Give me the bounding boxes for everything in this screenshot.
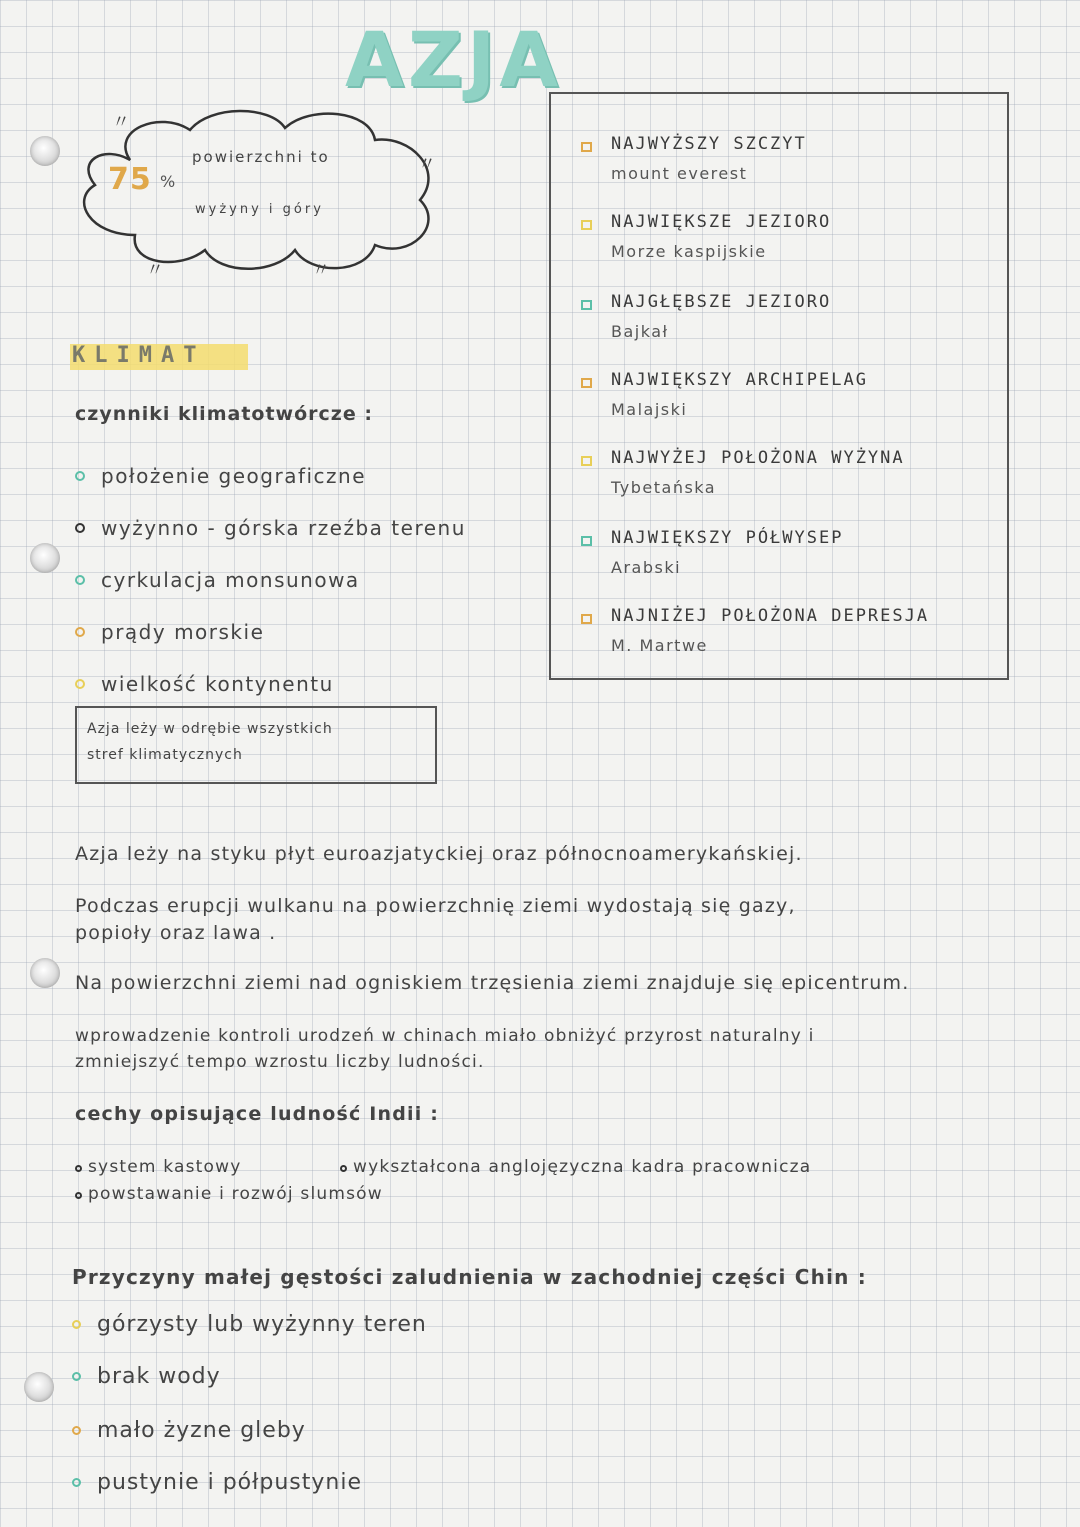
cloud-percent-sign: %: [160, 172, 176, 191]
cloud-line-2: wyżyny i góry: [195, 202, 324, 217]
binder-hole: [30, 958, 60, 988]
page-title: AZJA: [345, 15, 563, 104]
factors-list: [75, 450, 466, 710]
bullet-icon: [75, 679, 85, 689]
factors-title: czynniki klimatotwórcze :: [75, 403, 373, 425]
list-item: brak wody: [72, 1364, 221, 1389]
cloud-line-1: powierzchni to: [192, 148, 330, 166]
square-bullet-icon: [581, 142, 592, 152]
paragraph-volcano-line-2: popioły oraz lawa .: [75, 922, 277, 944]
india-item-1: system kastowy: [75, 1157, 242, 1177]
binder-hole: [30, 136, 60, 166]
list-item: pustynie i półpustynie: [72, 1470, 362, 1495]
bullet-icon: [72, 1372, 81, 1381]
list-item: położenie geograficzne: [75, 450, 466, 502]
paragraph-volcano-line-1: Podczas erupcji wulkanu na powierzchnię ziemi wydostają się gazy,: [75, 895, 796, 917]
note-line-1: Azja leży w odrębie wszystkich: [87, 721, 333, 737]
bullet-icon: [75, 523, 85, 533]
india-item-2: wykształcona anglojęzyczna kadra pracownicza: [340, 1157, 811, 1177]
india-title: cechy opisujące ludność Indii :: [75, 1103, 440, 1125]
cloud-percent: 75: [108, 162, 152, 197]
binder-hole: [24, 1372, 54, 1402]
india-item-3: powstawanie i rozwój slumsów: [75, 1184, 383, 1204]
bullet-icon: [340, 1165, 347, 1172]
paragraph-china-line-1: wprowadzenie kontroli urodzeń w chinach miało obniżyć przyrost naturalny i: [75, 1026, 815, 1046]
bullet-icon: [75, 1165, 82, 1172]
square-bullet-icon: [581, 614, 592, 624]
square-bullet-icon: [581, 220, 592, 230]
bullet-icon: [72, 1320, 81, 1329]
facts-box: NAJWYŻSZY SZCZYT mount everest NAJWIĘKSZE JEZIORO Morze kaspijskie NAJGŁĘBSZE JEZIORO Bajkał NAJWIĘKSZY ARCHIPELAG Malajski NAJWYŻEJ POŁOŻONA WYŻYNA Tybetańska NAJWIĘKSZY PÓŁWYSEP Arabski NAJNIŻEJ POŁOŻONA DEPRESJA M. Martwe: [549, 92, 1009, 680]
binder-hole: [30, 543, 60, 573]
bullet-icon: [75, 627, 85, 637]
bullet-icon: [75, 471, 85, 481]
list-item: wyżynno - górska rzeźba terenu: [75, 502, 466, 554]
list-item: mało żyzne gleby: [72, 1418, 306, 1443]
bullet-icon: [72, 1478, 81, 1487]
climate-note-box: [75, 706, 437, 784]
paragraph-epicenter: Na powierzchni ziemi nad ogniskiem trzęsienia ziemi znajduje się epicentrum.: [75, 972, 910, 994]
bullet-icon: [72, 1426, 81, 1435]
bullet-icon: [75, 575, 85, 585]
paragraph-china-line-2: zmniejszyć tempo wzrostu liczby ludności.: [75, 1052, 485, 1072]
square-bullet-icon: [581, 456, 592, 466]
climate-heading: KLIMAT: [72, 343, 206, 368]
list-item: prądy morskie: [75, 606, 466, 658]
china-title: Przyczyny małej gęstości zaludnienia w zachodniej części Chin :: [72, 1265, 867, 1289]
note-line-2: stref klimatycznych: [87, 747, 243, 763]
square-bullet-icon: [581, 536, 592, 546]
list-item: wielkość kontynentu: [75, 658, 466, 710]
square-bullet-icon: [581, 378, 592, 388]
square-bullet-icon: [581, 300, 592, 310]
bullet-icon: [75, 1192, 82, 1199]
list-item: cyrkulacja monsunowa: [75, 554, 466, 606]
paragraph-plates: Azja leży na styku płyt euroazjatyckiej oraz północnoamerykańskiej.: [75, 843, 803, 865]
list-item: górzysty lub wyżynny teren: [72, 1312, 427, 1337]
